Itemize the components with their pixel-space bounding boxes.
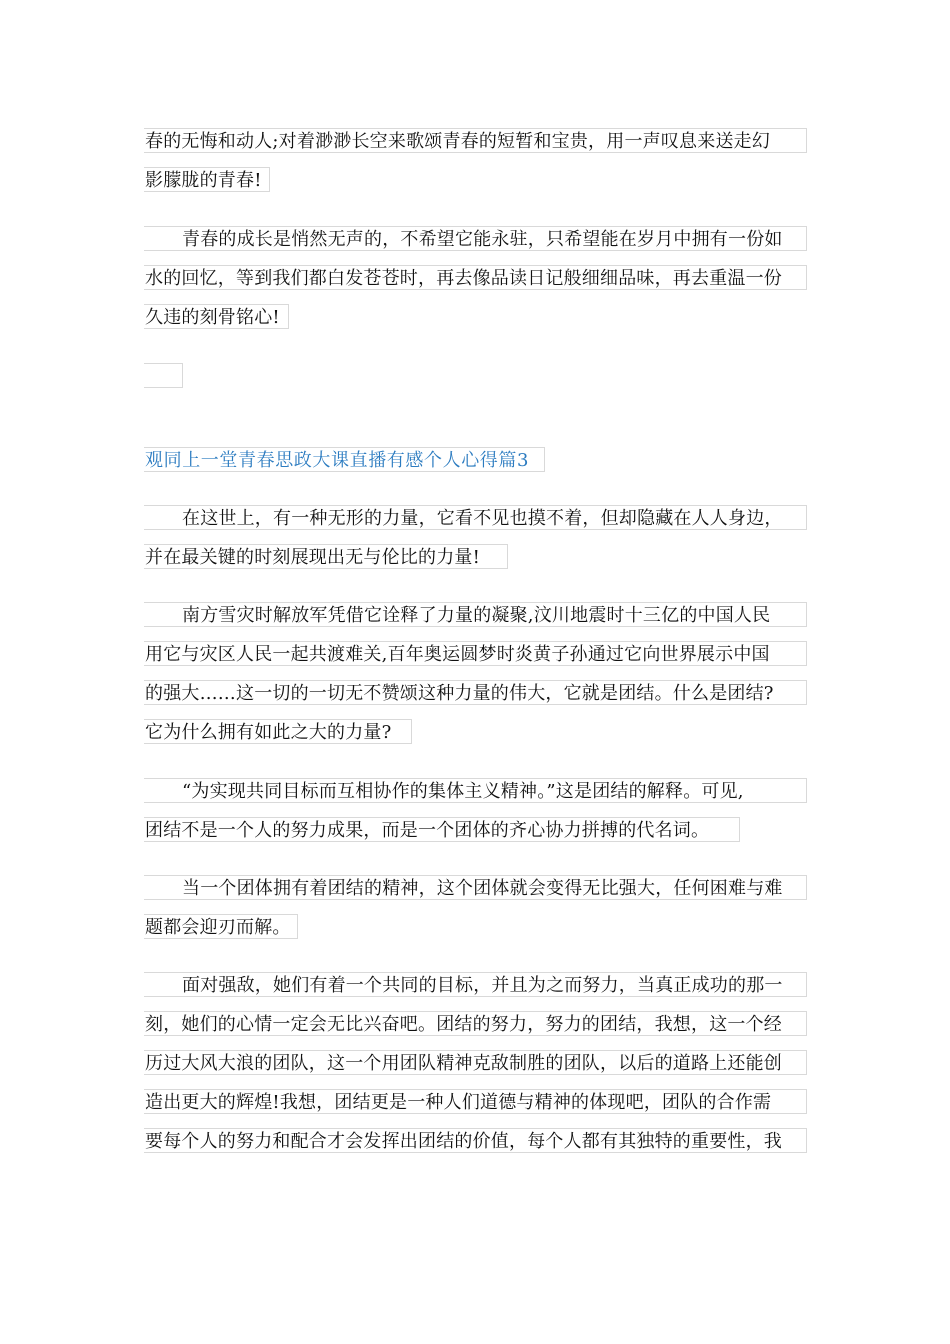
text-line: 南方雪灾时解放军凭借它诠释了力量的凝聚,汶川地震时十三亿的中国人民 <box>144 602 807 627</box>
text-line: 水的回忆，等到我们都白发苍苍时，再去像品读日记般细细品味，再去重温一份 <box>144 265 807 290</box>
text-line: 久违的刻骨铭心! <box>144 304 289 329</box>
text-line: 当一个团体拥有着团结的精神，这个团体就会变得无比强大，任何困难与难 <box>144 875 807 900</box>
text-line: 团结不是一个人的努力成果，而是一个团体的齐心协力拼搏的代名词。 <box>144 817 740 842</box>
text-line: 影朦胧的青春! <box>144 167 270 192</box>
text-line: 要每个人的努力和配合才会发挥出团结的价值，每个人都有其独特的重要性，我 <box>144 1128 807 1153</box>
text-line: 它为什么拥有如此之大的力量? <box>144 719 412 744</box>
text-line: 的强大……这一切的一切无不赞颂这种力量的伟大，它就是团结。什么是团结? <box>144 680 807 705</box>
text-line: 面对强敌，她们有着一个共同的目标，并且为之而努力，当真正成功的那一 <box>144 972 807 997</box>
text-line: 用它与灾区人民一起共渡难关,百年奥运圆梦时炎黄子孙通过它向世界展示中国 <box>144 641 807 666</box>
text-line: 在这世上，有一种无形的力量，它看不见也摸不着，但却隐藏在人人身边， <box>144 505 807 530</box>
text-line: 题都会迎刃而解。 <box>144 914 298 939</box>
text-line: 刻，她们的心情一定会无比兴奋吧。团结的努力，努力的团结，我想，这一个经 <box>144 1011 807 1036</box>
text-line: 并在最关键的时刻展现出无与伦比的力量! <box>144 544 508 569</box>
text-line: “为实现共同目标而互相协作的集体主义精神。”这是团结的解释。可见, <box>144 778 807 803</box>
text-line: 青春的成长是悄然无声的，不希望它能永驻，只希望能在岁月中拥有一份如 <box>144 226 807 251</box>
section-heading: 观同上一堂青春思政大课直播有感个人心得篇3 <box>144 447 545 472</box>
empty-paragraph <box>144 363 183 388</box>
text-line: 历过大风大浪的团队，这一个用团队精神克敌制胜的团队，以后的道路上还能创 <box>144 1050 807 1075</box>
text-line: 造出更大的辉煌!我想，团结更是一种人们道德与精神的体现吧，团队的合作需 <box>144 1089 807 1114</box>
text-line: 春的无悔和动人;对着渺渺长空来歌颂青春的短暂和宝贵，用一声叹息来送走幻 <box>144 128 807 153</box>
